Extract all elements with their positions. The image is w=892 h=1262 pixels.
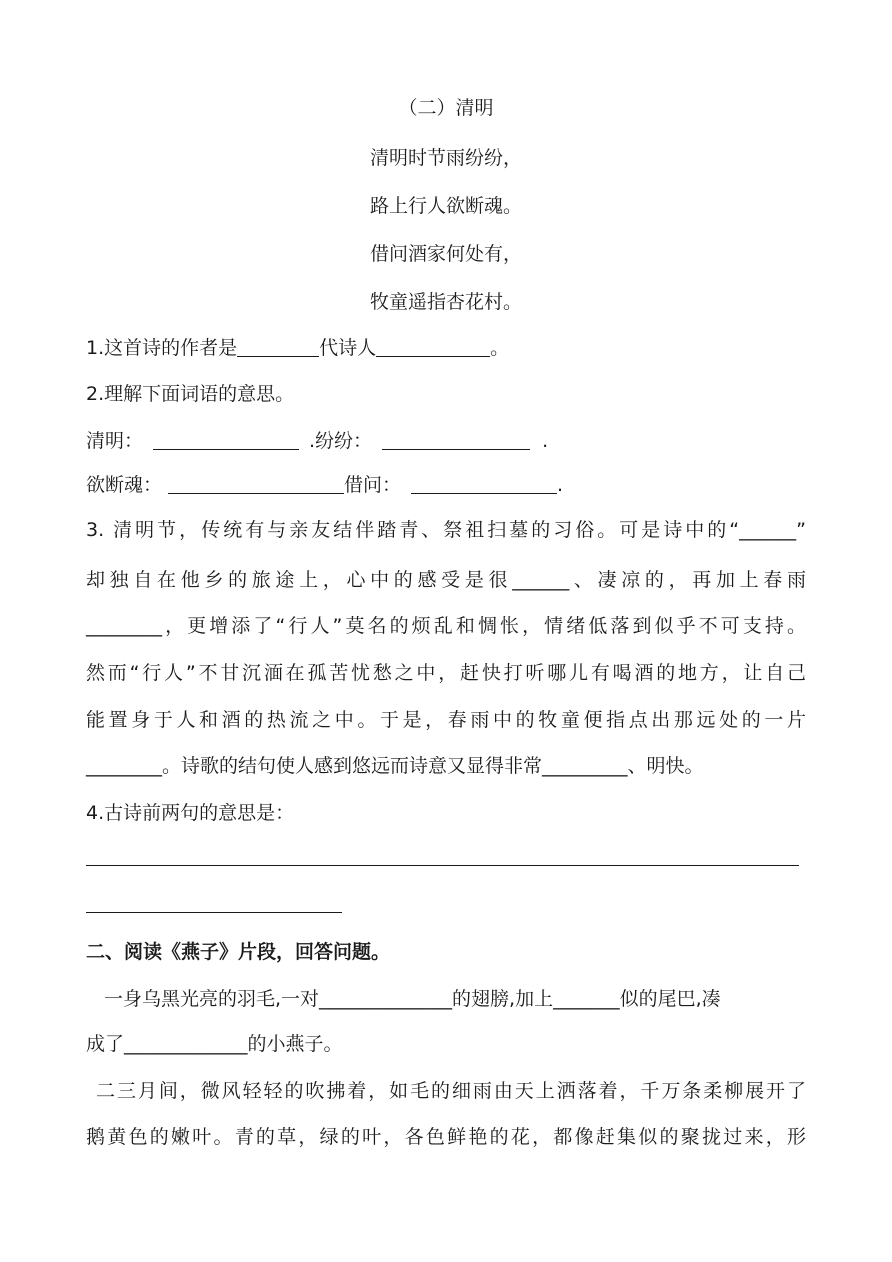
question-4-title: 4.古诗前两句的意思是： — [86, 802, 295, 824]
question-2-row-2 — [86, 472, 806, 498]
poem-line-2: 路上行人欲断魂。 — [369, 195, 522, 217]
question-3-line-4: 然而“行人”不甘沉湎在孤苦忧愁之中，赶快打听哪儿有喝酒的地方，让自己 — [86, 662, 806, 684]
word-fenfen: .纷纷： — [309, 430, 373, 452]
question-3-line-3 — [86, 613, 806, 639]
q3-l2a: 却独自在他乡的旅途上，心中的感受是很 — [86, 569, 513, 591]
poet-blank[interactable] — [376, 336, 490, 357]
passage-blank-1[interactable]: ______________ — [319, 988, 453, 1010]
q3-blank-2[interactable]: ______ — [512, 569, 570, 591]
q3-blank-3[interactable]: ________ — [86, 615, 162, 637]
poem-title: （二）清明 — [398, 97, 494, 119]
question-3-line-2 — [86, 567, 806, 593]
question-3-line-5: 能置身于人和酒的热流之中。于是，春雨中的牧童便指点出那远处的一片 — [86, 709, 806, 731]
p1-text-c: 的翅膀,加上 — [452, 988, 554, 1010]
dynasty-blank[interactable] — [237, 336, 319, 357]
p1-text-a: 一身乌黑光亮的羽毛,一对 — [104, 988, 320, 1010]
question-2-row-1 — [86, 428, 806, 454]
section-2-title: 二、阅读《燕子》片段，回答问题。 — [86, 941, 391, 963]
passage-line-2 — [86, 1031, 806, 1057]
passage-blank-3[interactable]: _____________ — [124, 1033, 248, 1055]
q3-l1a: 3. 清明节，传统有与亲友结伴踏青、祭祖扫墓的习俗。可是诗中的“ — [86, 519, 740, 541]
question-1 — [86, 335, 806, 361]
p2-text-a: 成了 — [86, 1033, 125, 1055]
q3-blank-4[interactable]: ________ — [86, 755, 162, 777]
question-3-line-6 — [86, 753, 806, 779]
q3-blank-1[interactable]: ______ — [739, 519, 797, 541]
passage-line-4: 鹅黄色的嫩叶。青的草，绿的叶，各色鲜艳的花，都像赶集似的聚拢过来，形 — [86, 1126, 806, 1148]
q1-text-b: 代诗人 — [319, 337, 377, 359]
row-1-end: . — [542, 430, 549, 452]
p1-text-e: 似的尾巴,凑 — [619, 988, 721, 1010]
question-2-title: 2.理解下面词语的意思。 — [86, 383, 295, 405]
answer-line-2[interactable] — [86, 912, 342, 913]
answer-line-1[interactable] — [86, 865, 799, 866]
passage-line-1 — [104, 986, 806, 1012]
fenfen-blank[interactable] — [382, 429, 530, 450]
p2-text-c: 的小燕子。 — [247, 1033, 343, 1055]
passage-line-3: 二三月间，微风轻轻的吹拂着，如毛的细雨由天上洒落着，千万条柔柳展开了 — [96, 1080, 806, 1102]
poem-line-3: 借问酒家何处有， — [369, 243, 522, 265]
q3-blank-5[interactable]: _________ — [542, 755, 628, 777]
word-yuduanhun: 欲断魂： — [86, 474, 163, 496]
q3-l3b: ，更增添了“行人”莫名的烦乱和惆怅，情绪低落到似乎不可支持。 — [162, 615, 806, 637]
row-2-end: . — [557, 474, 564, 496]
q3-l6b: 。诗歌的结句使人感到悠远而诗意又显得非常 — [162, 755, 543, 777]
question-3-line-1 — [86, 517, 806, 543]
jiewen-blank[interactable] — [411, 473, 557, 494]
q1-text-c: 。 — [490, 337, 510, 359]
q3-l2c: 、凄凉的，再加上春雨 — [569, 569, 806, 591]
word-jiewen: 借问： — [344, 474, 402, 496]
q3-l1c: ” — [796, 519, 806, 541]
poem-line-1: 清明时节雨纷纷， — [369, 147, 522, 169]
yuduanhun-blank[interactable] — [168, 473, 344, 494]
q1-text-a: 1.这首诗的作者是 — [86, 337, 238, 359]
word-qingming: 清明： — [86, 430, 144, 452]
poem-line-4: 牧童遥指杏花村。 — [369, 291, 522, 313]
q3-l6d: 、明快。 — [627, 755, 704, 777]
passage-blank-2[interactable]: _______ — [553, 988, 620, 1010]
qingming-blank[interactable] — [153, 429, 299, 450]
